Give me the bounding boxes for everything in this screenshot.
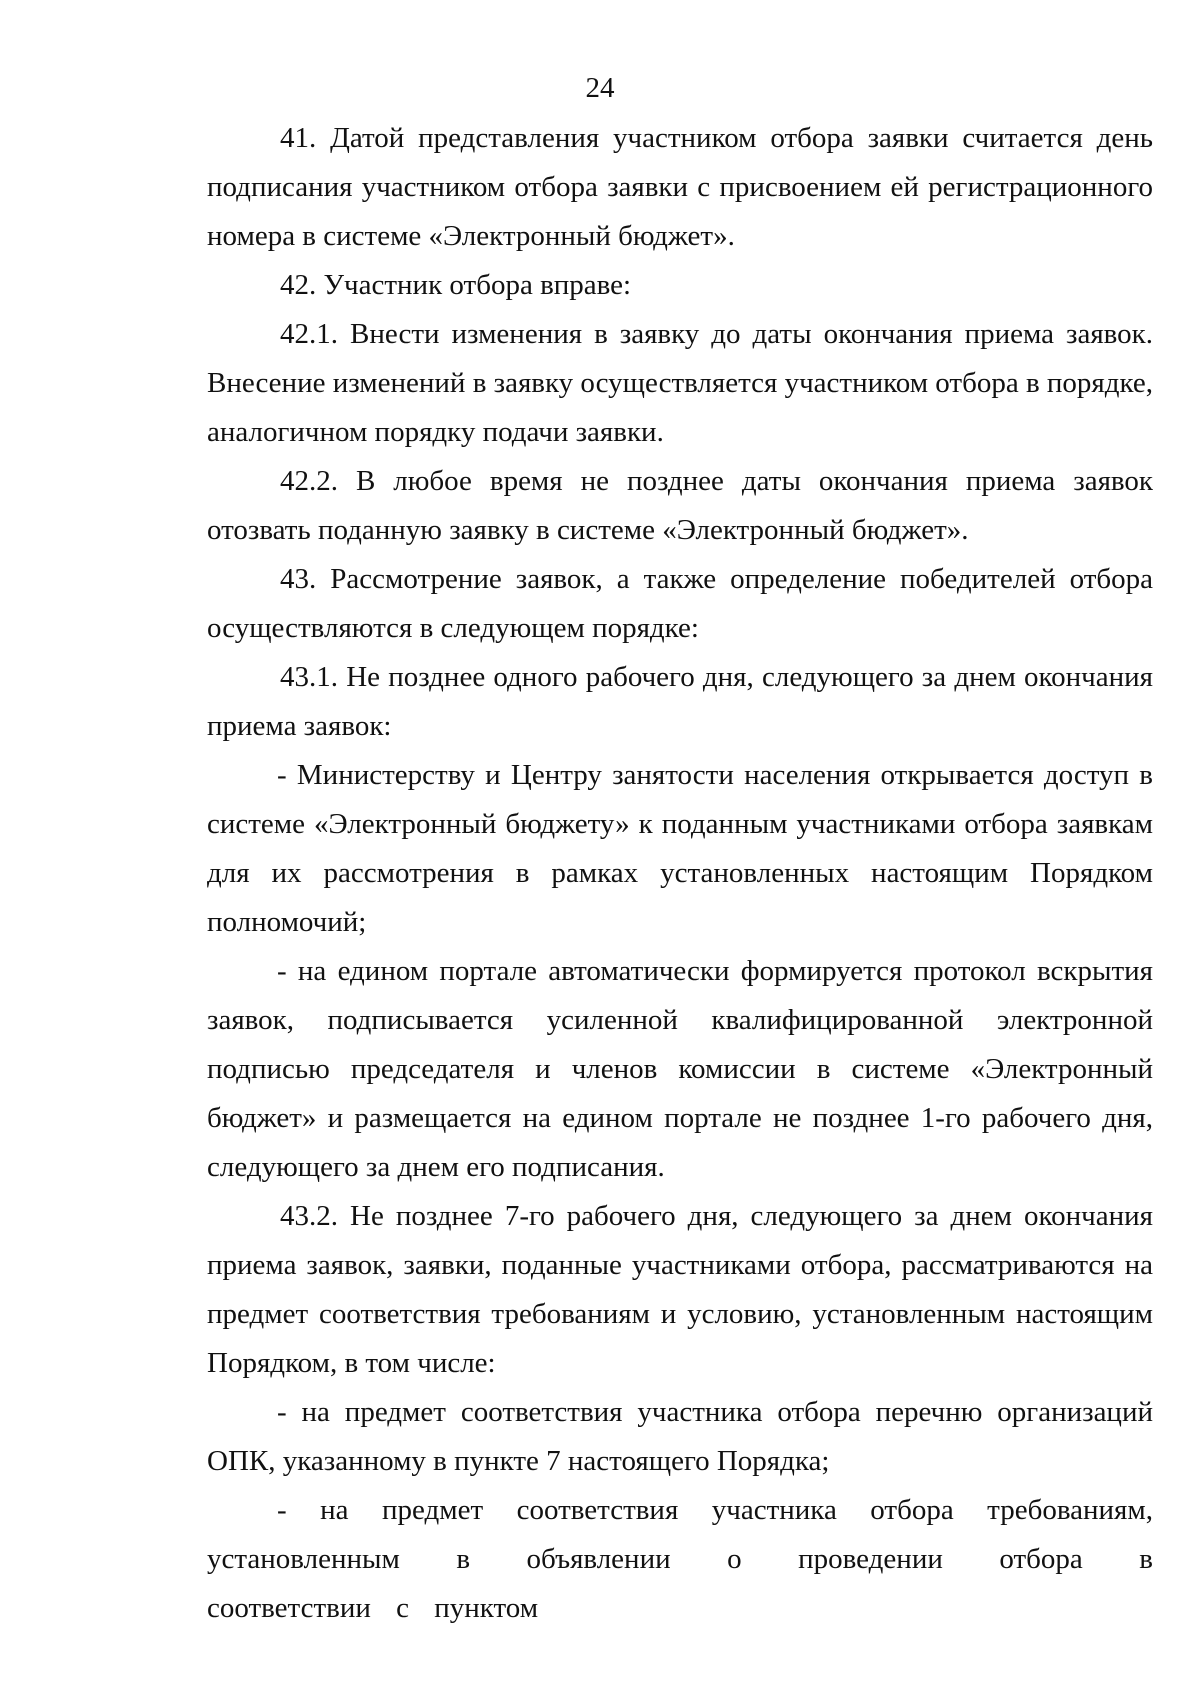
page-number: 24 bbox=[585, 72, 615, 104]
paragraph-42-2: 42.2. В любое время не позднее даты окончания приема заявок отозвать поданную заявку в системе «Электронный бюджет». bbox=[207, 465, 1153, 546]
paragraph-42-1: 42.1. Внести изменения в заявку до даты окончания приема заявок. Внесение изменений в заявку осуществляется участником отбора в порядке, аналогичном порядку подачи заявки. bbox=[207, 318, 1154, 448]
list-item-ministry-access: - Министерству и Центру занятости населения открывается доступ в системе «Электронный бюджету» к поданным участниками отбора заявкам для их рассмотрения в рамках установленных настоящим Порядком полномочий; bbox=[207, 759, 1153, 938]
list-item-opk-check: - на предмет соответствия участника отбора перечню организаций ОПК, указанному в пункте 7 настоящего Порядка; bbox=[207, 1396, 1153, 1477]
document-body bbox=[207, 114, 1153, 1633]
paragraph-43: 43. Рассмотрение заявок, а также определение победителей отбора осуществляются в следующем порядке: bbox=[207, 563, 1153, 644]
paragraph-43-1: 43.1. Не позднее одного рабочего дня, следующего за днем окончания приема заявок: bbox=[207, 661, 1153, 742]
paragraph-43-2: 43.2. Не позднее 7-го рабочего дня, следующего за днем окончания приема заявок, заявки, поданные участниками отбора, рассматриваются на предмет соответствия требованиям и условию, установленным настоящим Порядком, в том числе: bbox=[207, 1200, 1153, 1379]
list-item-requirements-check: - на предмет соответствия участника отбора требованиям, установленным в объявлении о проведении отбора в соответствии с пунктом bbox=[207, 1494, 1153, 1624]
paragraph-41: 41. Датой представления участником отбора заявки считается день подписания участником отбора заявки с присвоением ей регистрационного номера в системе «Электронный бюджет». bbox=[207, 122, 1153, 252]
list-item-opening-protocol: - на едином портале автоматически формируется протокол вскрытия заявок, подписывается усиленной квалифицированной электронной подписью председателя и членов комиссии в системе «Электронный бюджет» и размещается на едином портале не позднее 1-го рабочего дня, следующего за днем его подписания. bbox=[207, 955, 1153, 1183]
paragraph-42: 42. Участник отбора вправе: bbox=[280, 269, 632, 301]
